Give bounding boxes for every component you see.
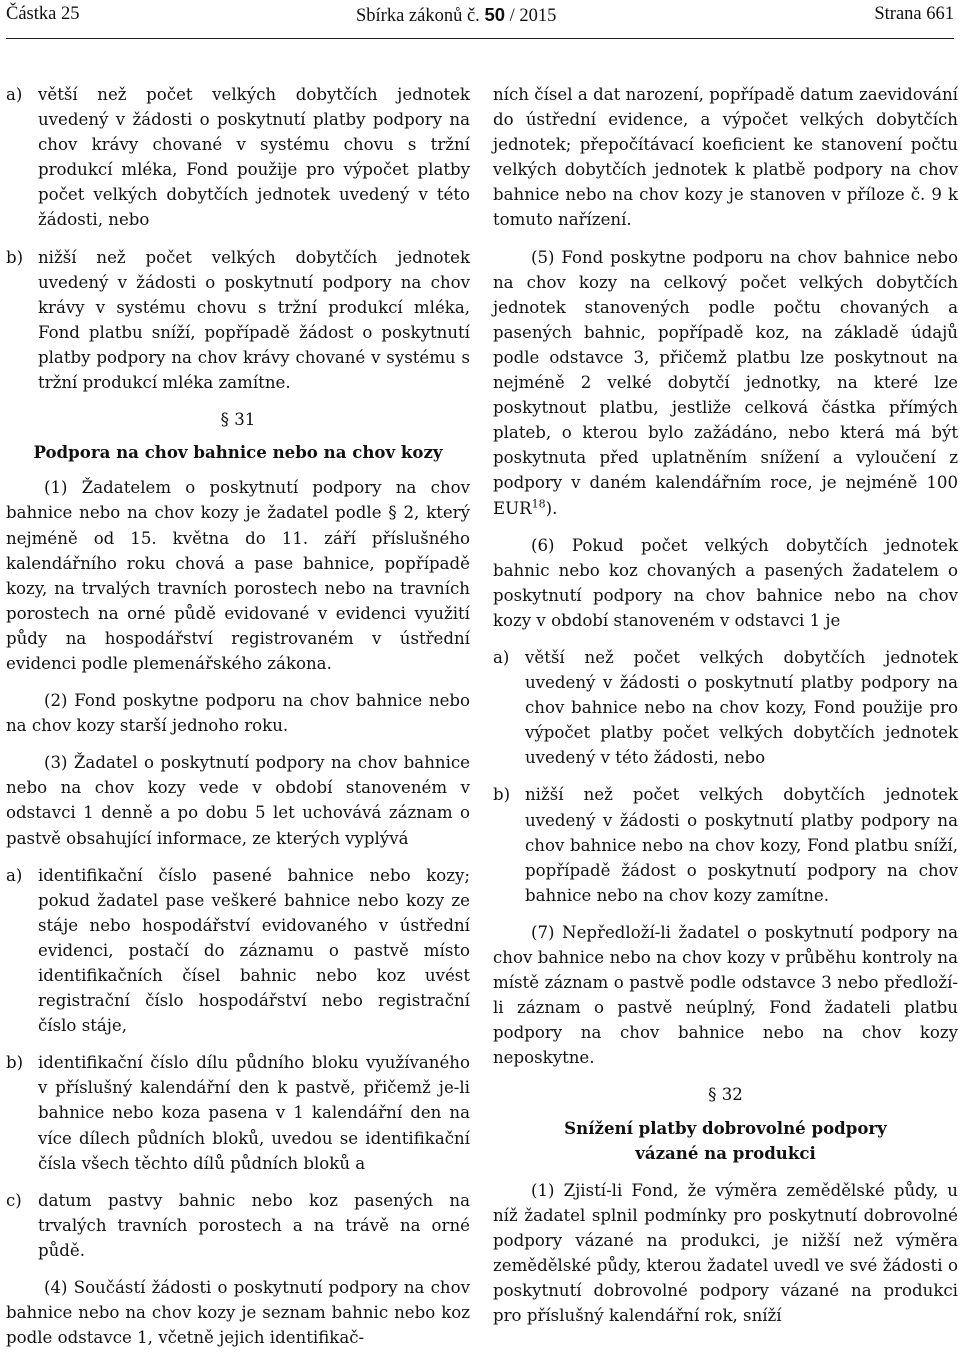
section-heading: Podpora na chov bahnice nebo na chov kozy: [33, 442, 443, 463]
section-heading-line: vázané na produkci: [635, 1142, 816, 1163]
paragraph: ních čísel a dat narození, popřípadě datum zaevidování do ústřední evidence, a výpočet velkých dobytčích jednotek; přepočítávací koeficient ke stanovení počtu velkých dobytčích jednotek k platbě podpory na chov bahnice nebo na chov kozy je stanoven v příloze č. 9 k tomuto nařízení.: [493, 85, 958, 230]
paragraph: (4) Součástí žádosti o poskytnutí podpory na chov bahnice nebo na chov kozy je seznam bahnic nebo koz podle odstavce 1, včetně jejich identifikač-: [6, 1278, 470, 1348]
list-text: identifikační číslo dílu půdního bloku využívaného v příslušný kalendářní den k pastvě, přičemž je-li bahnice nebo koza pasena v 1 kalendářní den na více dílech půdních bloků, uvedou se identifikační čísla všech těchto dílů půdních bloků a: [38, 1053, 470, 1173]
page-header: [6, 4, 954, 30]
list-label: a): [493, 647, 510, 667]
section-heading-line: Snížení platby dobrovolné podpory: [564, 1117, 887, 1138]
paragraph: (7) Nepředloží-li žadatel o poskytnutí podpory na chov bahnice nebo na chov kozy v průběhu kontroly na místě záznam o pastvě podle odstavce 3 nebo předloží-li záznam o pastvě neúplný, Fond žadateli platbu podpory na chov bahnice nebo na chov kozy neposkytne.: [493, 922, 958, 1068]
section-heading: [493, 1116, 958, 1166]
list-label: b): [6, 1053, 24, 1073]
list-text: identifikační číslo pasené bahnice nebo kozy; pokud žadatel pase veškeré bahnice nebo kozy ze stáje nebo hospodářství evidovaného v ústřední evidenci, postačí do záznamu o pastvě místo identifikačních čísel bahnic nebo koz uvést registrační číslo hospodářství nebo registrační číslo stáje,: [38, 865, 470, 1036]
list-item: [493, 782, 958, 907]
paragraph: [493, 245, 958, 521]
right-column: [493, 82, 958, 1340]
list-text: datum pastvy bahnic nebo koz pasených na trvalých travních porostech a na trávě na orné půdě.: [38, 1190, 470, 1260]
paragraph-end: ).: [545, 498, 558, 518]
footnote-ref: 18: [531, 496, 546, 510]
left-column: [6, 82, 470, 1362]
list-item: [6, 245, 470, 396]
list-text: větší než počet velkých dobytčích jednotek uvedený v žádosti o poskytnutí platby podpory na chov bahnice nebo na chov kozy, Fond použije pro výpočet platby počet velkých dobytčích jednotek uvedený v této žádosti, nebo: [525, 647, 958, 768]
list-text: nižší než počet velkých dobytčích jednotek uvedený v žádosti o poskytnutí platby podpory na chov bahnice nebo na chov kozy, Fond platbu sníží, popřípadě žádost o poskytnutí podpory na chov bahnice nebo na chov kozy zamítne.: [525, 785, 958, 905]
list-label: a): [6, 85, 23, 104]
section-number: § 31: [220, 410, 256, 430]
list-text: nižší než počet velkých dobytčích jednotek uvedený v žádosti o poskytnutí podpory na chov krávy v systému chovu s tržní produkcí mléka, Fond platbu sníží, popřípadě žádost o poskytnutí platby podpory na chov krávy chované v systému s tržní produkcí mléka zamítne.: [38, 247, 470, 393]
section-number: § 32: [708, 1085, 743, 1105]
header-collection-prefix: Sbírka zákonů č.: [356, 6, 480, 26]
header-collection: [356, 4, 556, 27]
paragraph: (2) Fond poskytne podporu na chov bahnice nebo na chov kozy starší jednoho roku.: [6, 691, 470, 736]
header-collection-number: 50: [484, 4, 506, 25]
paragraph: (1) Žadatelem o poskytnutí podpory na chov bahnice nebo na chov kozy je žadatel podle § 2, který nejméně od 15. května do 11. září příslušného kalendářního roku chová a pase bahnice, popřípadě kozy, na trvalých travních porostech nebo na travních porostech na orné půdě evidované v evidenci využití půdy na hospodářství registrovaném v ústřední evidenci podle plemenářského zákona.: [6, 478, 470, 673]
list-item: [6, 863, 470, 1039]
list-item: [6, 1188, 470, 1263]
paragraph: (6) Pokud počet velkých dobytčích jednotek bahnic nebo koz chovaných a pasených žadatelem o poskytnutí podpory na chov bahnice nebo na chov kozy v období stanoveném v odstavci 1 je: [493, 535, 958, 630]
paragraph: (1) Zjistí-li Fond, že výměra zemědělské půdy, u níž žadatel splnil podmínky pro poskytnutí dobrovolné podpory vázané na produkci, je nižší než výměra zemědělské půdy, kterou žadatel uvedl ve své žádosti o poskytnutí dobrovolné podpory vázané na produkci pro příslušný kalendářní rok, sníží: [493, 1180, 958, 1326]
list-item: [6, 1050, 470, 1175]
header-collection-year: / 2015: [509, 6, 557, 26]
header-rule: [6, 38, 954, 39]
list-label: a): [6, 865, 23, 885]
list-label: b): [6, 247, 24, 267]
list-item: [6, 82, 470, 233]
list-label: b): [493, 785, 511, 805]
paragraph: (3) Žadatel o poskytnutí podpory na chov bahnice nebo na chov kozy vede v období stanoveném v odstavci 1 denně a po dobu 5 let uchovává záznam o pastvě obsahující informace, ze kterých vyplývá: [6, 753, 470, 848]
header-page-number: Strana 661: [874, 4, 954, 24]
list-label: c): [6, 1190, 22, 1210]
list-text: větší než počet velkých dobytčích jednotek uvedený v žádosti o poskytnutí platby podpory na chov krávy chované v systému chovu s tržní produkcí mléka, Fond použije pro výpočet platby počet velkých dobytčích jednotek uvedený v této žádosti, nebo: [38, 85, 470, 230]
paragraph-text: (5) Fond poskytne podporu na chov bahnice nebo na chov kozy na celkový počet velkých dobytčích jednotek stanovených podle počtu chovaných a pasených bahnic, popřípadě koz, na základě údajů podle odstavce 3, přičemž platbu lze poskytnout na nejméně 2 velké dobytčí jednotky, na které lze poskytnout platbu, jestliže celková částka přímých plateb, o kterou bylo zažádáno, nebo která má být poskytnuta před uplatněním snížení a vyloučení z podpory v daném kalendářním roce, je nejméně 100 EUR: [493, 247, 958, 518]
list-item: [493, 645, 958, 770]
header-issue: Částka 25: [6, 4, 80, 24]
